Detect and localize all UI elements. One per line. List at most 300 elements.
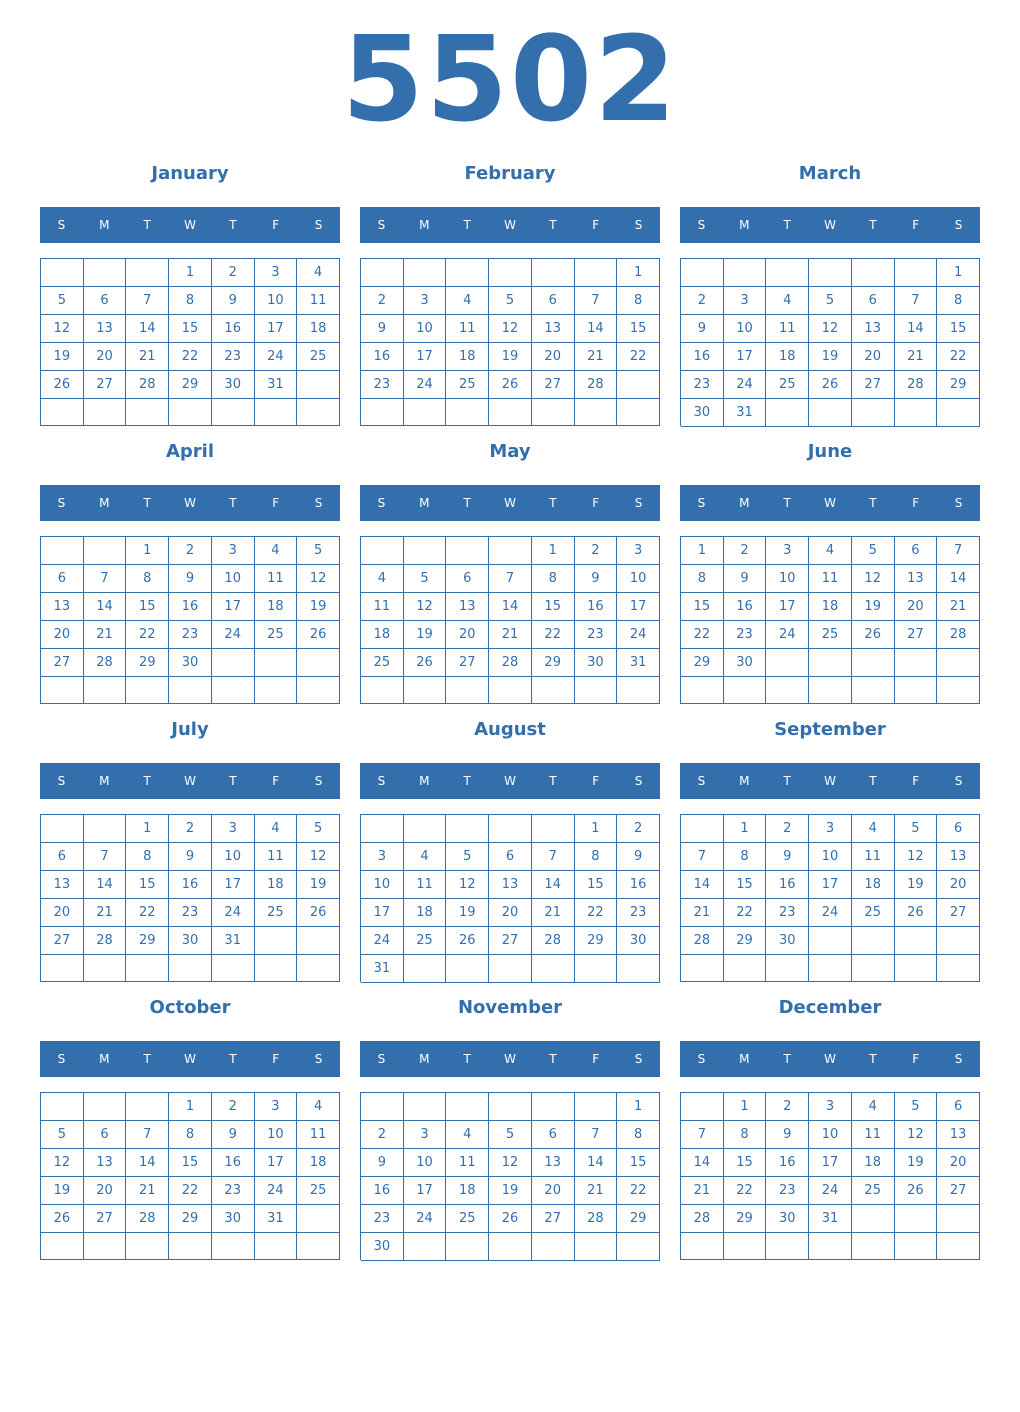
day-cell: 2 — [212, 259, 255, 287]
day-cell: 15 — [724, 871, 767, 899]
weekday-label: S — [697, 774, 706, 788]
day-cell: 22 — [169, 343, 212, 371]
empty-cell — [361, 399, 404, 426]
day-cell: 4 — [446, 287, 489, 315]
empty-cell — [681, 1233, 724, 1260]
weekday-label: S — [314, 1052, 323, 1066]
empty-cell — [937, 927, 980, 955]
day-cell: 16 — [361, 1177, 404, 1205]
empty-cell — [937, 1205, 980, 1233]
weekday-header — [40, 207, 340, 243]
day-cell: 24 — [809, 899, 852, 927]
day-cell: 13 — [532, 315, 575, 343]
weekday-header — [680, 1041, 980, 1077]
day-cell: 12 — [489, 315, 532, 343]
day-cell: 3 — [404, 1121, 447, 1149]
empty-cell — [809, 677, 852, 704]
day-cell: 15 — [169, 1149, 212, 1177]
month-name: February — [464, 163, 556, 184]
day-grid — [360, 814, 660, 982]
empty-cell — [575, 1233, 618, 1261]
empty-cell — [724, 259, 767, 287]
day-cell: 13 — [937, 843, 980, 871]
day-cell: 24 — [361, 927, 404, 955]
empty-cell — [532, 815, 575, 843]
weekday-label: S — [377, 496, 386, 510]
day-cell: 18 — [361, 621, 404, 649]
month-name: September — [774, 719, 886, 740]
empty-cell — [169, 1233, 212, 1260]
day-cell: 22 — [169, 1177, 212, 1205]
day-cell: 14 — [895, 315, 938, 343]
day-cell: 1 — [724, 815, 767, 843]
empty-cell — [809, 927, 852, 955]
day-cell: 13 — [852, 315, 895, 343]
empty-cell — [852, 1233, 895, 1260]
day-cell: 23 — [766, 899, 809, 927]
day-cell: 17 — [361, 899, 404, 927]
day-cell: 31 — [255, 371, 298, 399]
day-cell: 9 — [575, 565, 618, 593]
weekday-label: M — [99, 1052, 110, 1066]
day-cell: 10 — [724, 315, 767, 343]
weekday-label: T — [783, 218, 791, 232]
day-grid — [360, 1092, 660, 1260]
day-grid — [40, 814, 340, 982]
empty-cell — [84, 1233, 127, 1260]
day-cell: 17 — [809, 871, 852, 899]
weekday-label: S — [954, 496, 963, 510]
weekday-label: T — [783, 496, 791, 510]
empty-cell — [617, 677, 660, 704]
empty-cell — [532, 259, 575, 287]
day-cell: 22 — [126, 899, 169, 927]
empty-cell — [297, 1233, 340, 1260]
day-cell: 20 — [532, 343, 575, 371]
day-cell: 28 — [84, 649, 127, 677]
empty-cell — [297, 1205, 340, 1233]
day-cell: 10 — [361, 871, 404, 899]
empty-cell — [895, 1205, 938, 1233]
day-cell: 25 — [766, 371, 809, 399]
day-cell: 31 — [809, 1205, 852, 1233]
day-cell: 22 — [937, 343, 980, 371]
day-cell: 24 — [766, 621, 809, 649]
day-cell: 4 — [255, 815, 298, 843]
day-cell: 17 — [809, 1149, 852, 1177]
empty-cell — [361, 1093, 404, 1121]
day-cell: 16 — [766, 1149, 809, 1177]
day-cell: 6 — [937, 1093, 980, 1121]
day-cell: 18 — [297, 1149, 340, 1177]
day-cell: 7 — [575, 287, 618, 315]
empty-cell — [809, 1233, 852, 1260]
weekday-label: F — [912, 218, 920, 232]
empty-cell — [895, 399, 938, 427]
day-cell: 15 — [617, 1149, 660, 1177]
day-cell: 6 — [41, 843, 84, 871]
weekday-label: W — [504, 218, 516, 232]
day-cell: 10 — [212, 565, 255, 593]
day-cell: 13 — [937, 1121, 980, 1149]
day-cell: 16 — [617, 871, 660, 899]
day-cell: 27 — [41, 649, 84, 677]
day-cell: 20 — [41, 899, 84, 927]
day-cell: 4 — [809, 537, 852, 565]
weekday-label: W — [824, 218, 836, 232]
day-cell: 18 — [446, 1177, 489, 1205]
month-name: June — [807, 441, 853, 462]
day-cell: 1 — [532, 537, 575, 565]
empty-cell — [126, 259, 169, 287]
day-cell: 6 — [532, 1121, 575, 1149]
day-cell: 30 — [169, 927, 212, 955]
empty-cell — [361, 259, 404, 287]
weekday-label: T — [869, 496, 877, 510]
day-cell: 3 — [255, 259, 298, 287]
weekday-label: M — [419, 496, 430, 510]
weekday-label: F — [912, 496, 920, 510]
day-cell: 25 — [297, 1177, 340, 1205]
empty-cell — [532, 1233, 575, 1261]
empty-cell — [361, 677, 404, 704]
month-name: January — [151, 163, 229, 184]
day-cell: 15 — [617, 315, 660, 343]
day-cell: 2 — [724, 537, 767, 565]
day-cell: 14 — [126, 1149, 169, 1177]
empty-cell — [489, 815, 532, 843]
day-cell: 12 — [297, 843, 340, 871]
empty-cell — [84, 259, 127, 287]
day-cell: 12 — [446, 871, 489, 899]
weekday-label: W — [504, 496, 516, 510]
day-cell: 23 — [766, 1177, 809, 1205]
day-cell: 11 — [852, 1121, 895, 1149]
empty-cell — [489, 399, 532, 426]
day-cell: 8 — [169, 287, 212, 315]
empty-cell — [297, 677, 340, 704]
weekday-label: M — [99, 774, 110, 788]
day-cell: 12 — [895, 1121, 938, 1149]
day-cell: 1 — [126, 815, 169, 843]
day-cell: 31 — [212, 927, 255, 955]
day-cell: 26 — [852, 621, 895, 649]
weekday-label: S — [314, 774, 323, 788]
weekday-label: T — [143, 774, 151, 788]
day-cell: 23 — [361, 371, 404, 399]
day-grid — [680, 258, 980, 426]
day-cell: 3 — [212, 537, 255, 565]
weekday-label: T — [229, 496, 237, 510]
day-cell: 3 — [766, 537, 809, 565]
day-cell: 21 — [489, 621, 532, 649]
weekday-label: S — [377, 774, 386, 788]
day-cell: 29 — [724, 1205, 767, 1233]
empty-cell — [361, 537, 404, 565]
day-cell: 1 — [169, 1093, 212, 1121]
day-cell: 15 — [724, 1149, 767, 1177]
weekday-label: T — [463, 1052, 471, 1066]
weekday-header — [360, 1041, 660, 1077]
day-cell: 9 — [212, 1121, 255, 1149]
day-cell: 4 — [766, 287, 809, 315]
empty-cell — [489, 259, 532, 287]
day-cell: 22 — [681, 621, 724, 649]
day-cell: 30 — [212, 1205, 255, 1233]
day-cell: 24 — [212, 899, 255, 927]
day-cell: 26 — [404, 649, 447, 677]
day-cell: 28 — [937, 621, 980, 649]
day-cell: 26 — [489, 1205, 532, 1233]
day-cell: 8 — [169, 1121, 212, 1149]
empty-cell — [41, 815, 84, 843]
day-grid — [360, 258, 660, 426]
empty-cell — [681, 259, 724, 287]
month-name: October — [149, 997, 231, 1018]
day-cell: 6 — [937, 815, 980, 843]
day-cell: 16 — [681, 343, 724, 371]
day-cell: 2 — [617, 815, 660, 843]
day-cell: 12 — [895, 843, 938, 871]
day-cell: 2 — [169, 537, 212, 565]
day-cell: 10 — [766, 565, 809, 593]
weekday-label: F — [272, 1052, 280, 1066]
empty-cell — [532, 399, 575, 426]
weekday-label: T — [229, 774, 237, 788]
day-cell: 8 — [724, 843, 767, 871]
day-cell: 20 — [84, 1177, 127, 1205]
day-cell: 30 — [617, 927, 660, 955]
day-cell: 3 — [617, 537, 660, 565]
day-cell: 1 — [126, 537, 169, 565]
weekday-label: S — [697, 218, 706, 232]
empty-cell — [84, 537, 127, 565]
weekday-label: S — [57, 1052, 66, 1066]
empty-cell — [255, 927, 298, 955]
empty-cell — [895, 677, 938, 704]
weekday-label: T — [869, 1052, 877, 1066]
day-cell: 11 — [766, 315, 809, 343]
day-cell: 27 — [532, 1205, 575, 1233]
empty-cell — [41, 259, 84, 287]
day-cell: 30 — [169, 649, 212, 677]
day-cell: 9 — [766, 1121, 809, 1149]
weekday-label: F — [592, 774, 600, 788]
day-cell: 10 — [404, 315, 447, 343]
day-cell: 9 — [724, 565, 767, 593]
weekday-label: W — [184, 774, 196, 788]
day-cell: 30 — [681, 399, 724, 427]
weekday-label: S — [314, 218, 323, 232]
day-cell: 10 — [212, 843, 255, 871]
empty-cell — [212, 955, 255, 982]
day-cell: 20 — [532, 1177, 575, 1205]
day-cell: 2 — [169, 815, 212, 843]
weekday-label: W — [184, 1052, 196, 1066]
day-cell: 20 — [852, 343, 895, 371]
day-cell: 23 — [361, 1205, 404, 1233]
day-cell: 24 — [404, 1205, 447, 1233]
day-cell: 11 — [446, 1149, 489, 1177]
day-cell: 12 — [852, 565, 895, 593]
empty-cell — [404, 677, 447, 704]
weekday-label: T — [463, 496, 471, 510]
weekday-label: M — [419, 1052, 430, 1066]
empty-cell — [41, 399, 84, 426]
day-cell: 4 — [446, 1121, 489, 1149]
empty-cell — [809, 649, 852, 677]
day-cell: 9 — [169, 565, 212, 593]
day-cell: 29 — [532, 649, 575, 677]
empty-cell — [937, 399, 980, 427]
day-cell: 5 — [297, 537, 340, 565]
day-cell: 19 — [895, 871, 938, 899]
day-cell: 5 — [446, 843, 489, 871]
day-cell: 7 — [126, 1121, 169, 1149]
empty-cell — [297, 399, 340, 426]
weekday-label: S — [634, 496, 643, 510]
weekday-label: W — [184, 496, 196, 510]
empty-cell — [575, 259, 618, 287]
day-cell: 1 — [937, 259, 980, 287]
day-cell: 29 — [681, 649, 724, 677]
empty-cell — [895, 955, 938, 982]
empty-cell — [169, 677, 212, 704]
empty-cell — [404, 259, 447, 287]
day-cell: 12 — [41, 1149, 84, 1177]
empty-cell — [617, 399, 660, 426]
day-cell: 7 — [489, 565, 532, 593]
day-cell: 3 — [212, 815, 255, 843]
empty-cell — [297, 371, 340, 399]
day-cell: 23 — [169, 899, 212, 927]
day-cell: 1 — [575, 815, 618, 843]
day-cell: 7 — [575, 1121, 618, 1149]
day-cell: 9 — [361, 315, 404, 343]
empty-cell — [937, 1233, 980, 1260]
weekday-label: T — [229, 218, 237, 232]
day-cell: 23 — [575, 621, 618, 649]
day-cell: 8 — [617, 287, 660, 315]
day-cell: 11 — [297, 287, 340, 315]
day-cell: 5 — [852, 537, 895, 565]
empty-cell — [255, 649, 298, 677]
day-cell: 27 — [446, 649, 489, 677]
day-cell: 8 — [126, 565, 169, 593]
day-cell: 16 — [724, 593, 767, 621]
month-name: November — [457, 997, 563, 1018]
day-cell: 25 — [255, 621, 298, 649]
day-cell: 17 — [212, 593, 255, 621]
day-cell: 1 — [169, 259, 212, 287]
empty-cell — [809, 399, 852, 427]
empty-cell — [404, 955, 447, 983]
weekday-label: W — [824, 1052, 836, 1066]
empty-cell — [404, 1233, 447, 1261]
empty-cell — [617, 955, 660, 983]
day-cell: 20 — [84, 343, 127, 371]
weekday-label: F — [272, 496, 280, 510]
empty-cell — [489, 955, 532, 983]
day-cell: 1 — [724, 1093, 767, 1121]
empty-cell — [575, 677, 618, 704]
empty-cell — [895, 259, 938, 287]
day-cell: 10 — [255, 1121, 298, 1149]
empty-cell — [212, 1233, 255, 1260]
day-cell: 4 — [852, 815, 895, 843]
day-cell: 9 — [169, 843, 212, 871]
day-cell: 10 — [255, 287, 298, 315]
empty-cell — [766, 399, 809, 427]
day-cell: 29 — [937, 371, 980, 399]
weekday-label: S — [954, 1052, 963, 1066]
empty-cell — [255, 399, 298, 426]
day-cell: 1 — [681, 537, 724, 565]
weekday-header — [680, 207, 980, 243]
day-cell: 28 — [84, 927, 127, 955]
day-cell: 25 — [446, 371, 489, 399]
weekday-label: M — [739, 774, 750, 788]
day-cell: 3 — [809, 1093, 852, 1121]
day-cell: 18 — [852, 1149, 895, 1177]
empty-cell — [404, 815, 447, 843]
day-cell: 25 — [852, 899, 895, 927]
empty-cell — [852, 399, 895, 427]
day-cell: 1 — [617, 259, 660, 287]
day-cell: 17 — [766, 593, 809, 621]
weekday-label: W — [184, 218, 196, 232]
day-grid — [360, 536, 660, 704]
day-cell: 10 — [809, 1121, 852, 1149]
day-cell: 13 — [41, 593, 84, 621]
empty-cell — [404, 399, 447, 426]
empty-cell — [41, 677, 84, 704]
day-cell: 25 — [852, 1177, 895, 1205]
day-cell: 9 — [681, 315, 724, 343]
empty-cell — [681, 815, 724, 843]
day-cell: 25 — [809, 621, 852, 649]
weekday-label: S — [634, 1052, 643, 1066]
day-cell: 28 — [681, 927, 724, 955]
day-cell: 21 — [895, 343, 938, 371]
weekday-label: W — [824, 496, 836, 510]
day-cell: 21 — [532, 899, 575, 927]
weekday-label: W — [504, 774, 516, 788]
empty-cell — [404, 1093, 447, 1121]
empty-cell — [446, 399, 489, 426]
day-cell: 18 — [446, 343, 489, 371]
empty-cell — [212, 677, 255, 704]
weekday-label: M — [419, 774, 430, 788]
day-cell: 9 — [212, 287, 255, 315]
weekday-label: F — [592, 496, 600, 510]
day-cell: 11 — [255, 565, 298, 593]
empty-cell — [361, 815, 404, 843]
day-cell: 20 — [895, 593, 938, 621]
empty-cell — [489, 677, 532, 704]
day-cell: 28 — [126, 371, 169, 399]
weekday-label: T — [549, 1052, 557, 1066]
empty-cell — [84, 955, 127, 982]
day-cell: 16 — [169, 593, 212, 621]
day-cell: 4 — [404, 843, 447, 871]
day-cell: 22 — [617, 343, 660, 371]
empty-cell — [532, 955, 575, 983]
empty-cell — [937, 677, 980, 704]
day-cell: 17 — [617, 593, 660, 621]
day-cell: 15 — [169, 315, 212, 343]
day-cell: 27 — [84, 371, 127, 399]
